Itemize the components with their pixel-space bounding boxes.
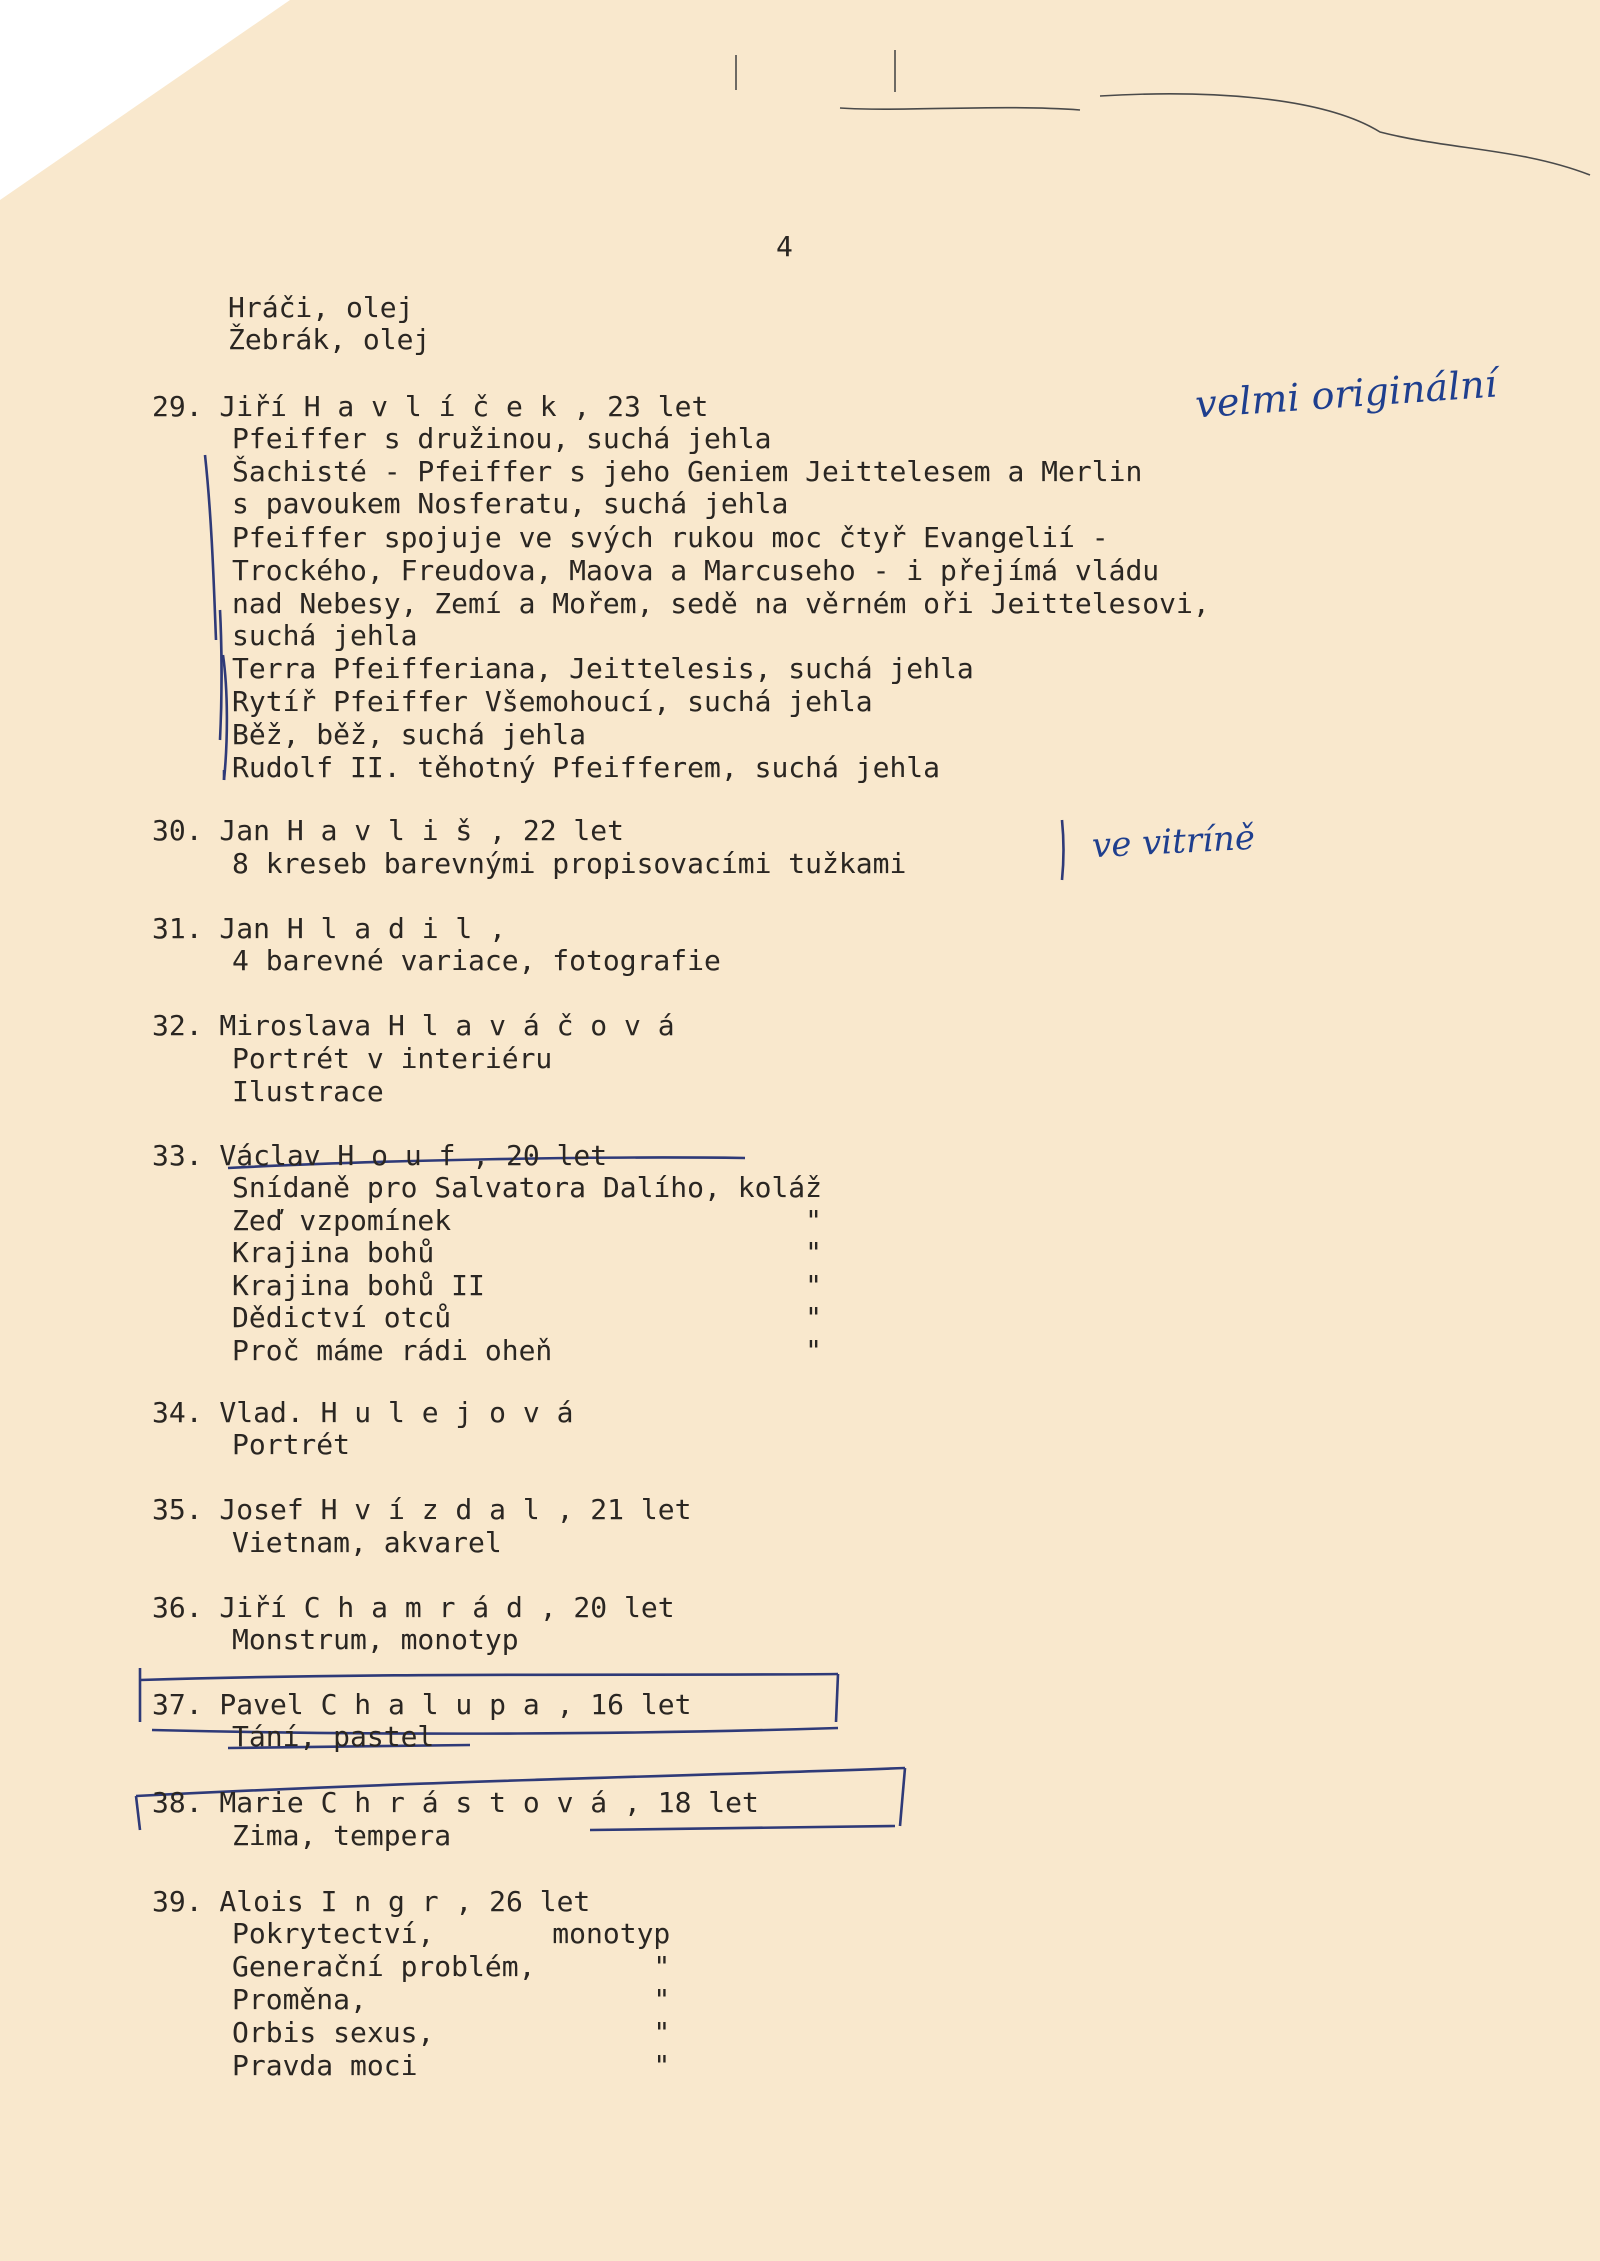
entry-line: Terra Pfeifferiana, Jeittelesis, suchá jehla (232, 652, 974, 685)
entry-heading: 36. Jiří C h a m r á d , 20 let (152, 1591, 675, 1624)
entry-heading: 34. Vlad. H u l e j o v á (152, 1396, 574, 1429)
entry-line: Pravda moci " (232, 2049, 671, 2082)
entry-line: 8 kreseb barevnými propisovacími tužkami (232, 847, 907, 880)
entry-line: Krajina bohů II " (232, 1269, 823, 1302)
handwritten-note: velmi originální (1193, 361, 1499, 427)
entry-line: Běž, běž, suchá jehla (232, 718, 587, 751)
entry-heading: 33. Václav H o u f , 20 let (152, 1139, 608, 1172)
entry-line: Vietnam, akvarel (232, 1526, 502, 1559)
entry-line: s pavoukem Nosferatu, suchá jehla (232, 487, 789, 520)
entry-line: Dědictví otců " (232, 1301, 823, 1334)
entry-line: Tání, pastel (232, 1720, 435, 1753)
entry-line: Zima, tempera (232, 1819, 452, 1852)
entry-heading: 37. Pavel C h a l u p a , 16 let (152, 1688, 692, 1721)
entry-line: Proměna, " (232, 1983, 671, 2016)
entry-line: Portrét v interiéru (232, 1042, 553, 1075)
page-number: 4 (776, 230, 793, 263)
entry-heading: 29. Jiří H a v l í č e k , 23 let (152, 390, 709, 423)
entry-line: Orbis sexus, " (232, 2016, 671, 2049)
prelude-line: Žebrák, olej (228, 323, 431, 356)
entry-line: Generační problém, " (232, 1950, 671, 1983)
entry-line: Šachisté - Pfeiffer s jeho Geniem Jeittelesem a Merlin (232, 455, 1143, 488)
entry-line: suchá jehla (232, 619, 418, 652)
entry-heading: 30. Jan H a v l i š , 22 let (152, 814, 625, 847)
entry-line: Portrét (232, 1428, 351, 1461)
entry-heading: 38. Marie C h r á s t o v á , 18 let (152, 1786, 759, 1819)
entry-heading: 32. Miroslava H l a v á č o v á (152, 1009, 675, 1042)
entry-line: Pfeiffer spojuje ve svých rukou moc čtyř Evangelií - (232, 521, 1109, 554)
entry-line: Pokrytectví, monotyp (232, 1917, 671, 1950)
entry-line: 4 barevné variace, fotografie (232, 944, 721, 977)
entry-heading: 31. Jan H l a d i l , (152, 912, 507, 945)
entry-line: Snídaně pro Salvatora Dalího, koláž (232, 1171, 823, 1204)
entry-line: Proč máme rádi oheň " (232, 1334, 823, 1367)
entry-line: Trockého, Freudova, Maova a Marcuseho - i přejímá vládu (232, 554, 1160, 587)
entry-line: Ilustrace (232, 1075, 384, 1108)
entry-line: Rudolf II. těhotný Pfeifferem, suchá jehla (232, 751, 941, 784)
prelude-line: Hráči, olej (228, 291, 414, 324)
entry-heading: 39. Alois I n g r , 26 let (152, 1885, 591, 1918)
entry-line: Rytíř Pfeiffer Všemohoucí, suchá jehla (232, 685, 873, 718)
entry-line: Krajina bohů " (232, 1236, 823, 1269)
entry-heading: 35. Josef H v í z d a l , 21 let (152, 1493, 692, 1526)
entry-line: nad Nebesy, Zemí a Mořem, sedě na věrném oři Jeittelesovi, (232, 587, 1210, 620)
entry-line: Monstrum, monotyp (232, 1623, 519, 1656)
handwritten-note: ve vitríně (1091, 817, 1256, 867)
entry-line: Pfeiffer s družinou, suchá jehla (232, 422, 772, 455)
entry-line: Zeď vzpomínek " (232, 1204, 823, 1237)
